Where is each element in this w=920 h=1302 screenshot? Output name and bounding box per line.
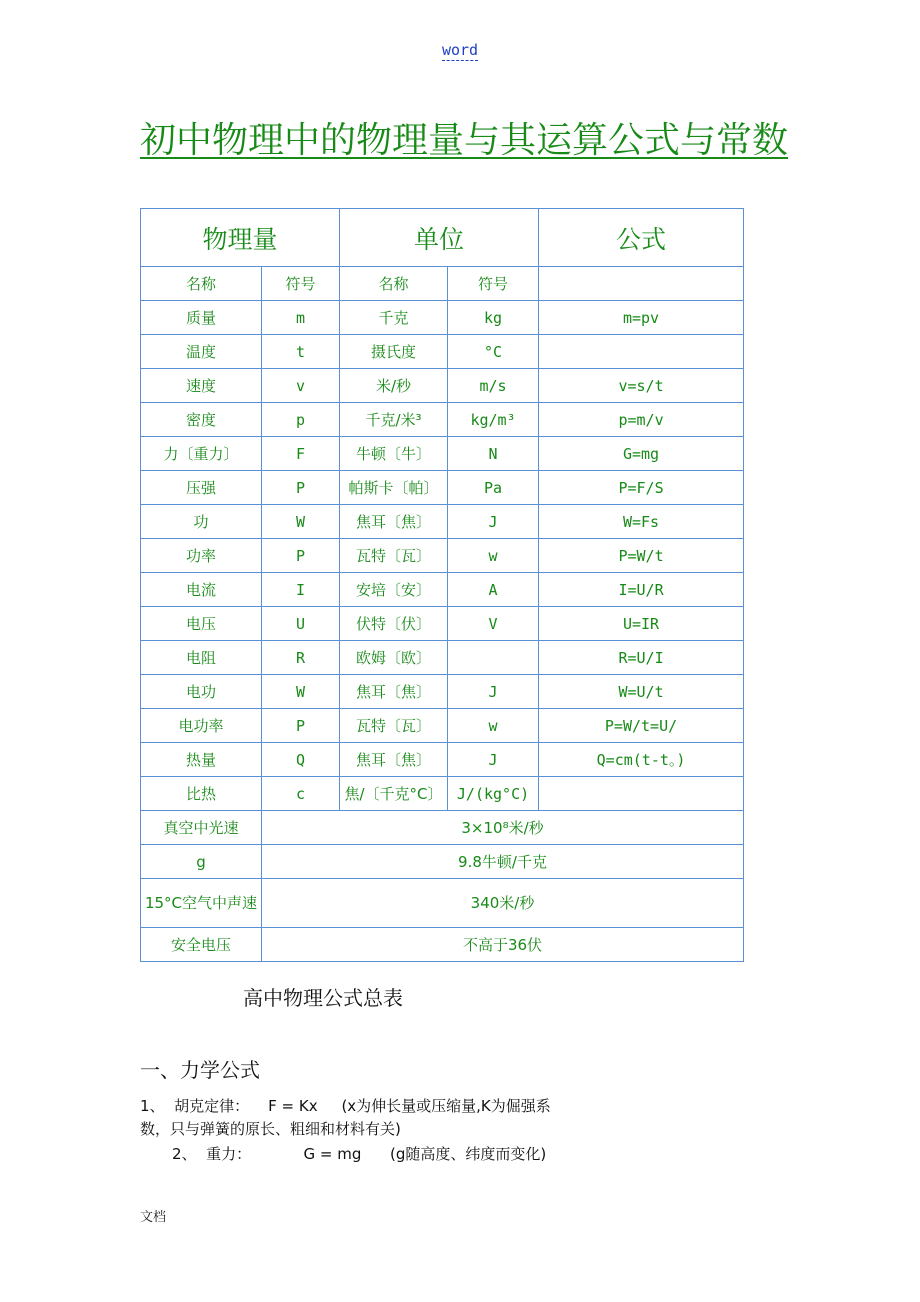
formula-cell	[539, 335, 744, 369]
constant-name-cell: g	[141, 845, 262, 879]
quantity-name-cell: 压强	[141, 471, 262, 505]
unit-symbol-cell: J	[448, 743, 539, 777]
table-row	[141, 471, 744, 505]
quantity-symbol-cell: P	[262, 471, 340, 505]
constant-value-cell: 不高于36伏	[262, 928, 744, 962]
subheader-unit-symbol: 符号	[448, 267, 539, 301]
constant-name-cell: 15°C空气中声速	[141, 879, 262, 928]
unit-name-cell: 米/秒	[340, 369, 448, 403]
formula-line-1: 1、 胡克定律： F = Kx (x为伸长量或压缩量,K为倔强系	[140, 1097, 551, 1115]
quantity-symbol-cell: m	[262, 301, 340, 335]
unit-symbol-cell: °C	[448, 335, 539, 369]
table-constants	[141, 811, 744, 962]
quantity-symbol-cell: U	[262, 607, 340, 641]
unit-name-cell: 焦耳〔焦〕	[340, 505, 448, 539]
constant-row	[141, 811, 744, 845]
quantity-symbol-cell: F	[262, 437, 340, 471]
table-row	[141, 743, 744, 777]
formula-line-3: 2、 重力： G = mg (g随高度、纬度而变化)	[172, 1145, 547, 1163]
quantity-name-cell: 温度	[141, 335, 262, 369]
constant-row	[141, 845, 744, 879]
unit-name-cell: 伏特〔伏〕	[340, 607, 448, 641]
quantity-symbol-cell: W	[262, 505, 340, 539]
table-row	[141, 403, 744, 437]
formula-cell: R=U/I	[539, 641, 744, 675]
unit-symbol-cell: kg	[448, 301, 539, 335]
subheader-quantity-name: 名称	[141, 267, 262, 301]
unit-name-cell: 牛顿〔牛〕	[340, 437, 448, 471]
table-row	[141, 641, 744, 675]
constant-value-cell: 9.8牛顿/千克	[262, 845, 744, 879]
formula-cell: Q=cm(t-t。)	[539, 743, 744, 777]
section-heading-mechanics: 一、力学公式	[140, 1058, 260, 1082]
quantity-symbol-cell: I	[262, 573, 340, 607]
formula-cell: m=pv	[539, 301, 744, 335]
table-row	[141, 539, 744, 573]
table-row	[141, 675, 744, 709]
quantity-symbol-cell: p	[262, 403, 340, 437]
unit-name-cell: 欧姆〔欧〕	[340, 641, 448, 675]
unit-symbol-cell: kg/m³	[448, 403, 539, 437]
unit-name-cell: 摄氏度	[340, 335, 448, 369]
unit-name-cell: 焦/〔千克°C〕	[340, 777, 448, 811]
group-header-quantity: 物理量	[141, 209, 340, 267]
quantity-name-cell: 速度	[141, 369, 262, 403]
quantity-symbol-cell: c	[262, 777, 340, 811]
unit-symbol-cell: J	[448, 675, 539, 709]
unit-name-cell: 焦耳〔焦〕	[340, 743, 448, 777]
table-row	[141, 777, 744, 811]
formula-cell: p=m/v	[539, 403, 744, 437]
constant-row	[141, 928, 744, 962]
unit-symbol-cell: J	[448, 505, 539, 539]
subheader-quantity-symbol: 符号	[262, 267, 340, 301]
quantity-name-cell: 功	[141, 505, 262, 539]
quantity-symbol-cell: Q	[262, 743, 340, 777]
quantity-symbol-cell: P	[262, 539, 340, 573]
formula-cell: I=U/R	[539, 573, 744, 607]
table-row	[141, 369, 744, 403]
subheader-unit-name: 名称	[340, 267, 448, 301]
physics-quantity-table	[140, 208, 744, 962]
unit-symbol-cell	[448, 641, 539, 675]
unit-symbol-cell: J/(kg°C)	[448, 777, 539, 811]
formula-cell: v=s/t	[539, 369, 744, 403]
constant-value-cell: 3×10⁸米/秒	[262, 811, 744, 845]
unit-name-cell: 帕斯卡〔帕〕	[340, 471, 448, 505]
group-header-formula: 公式	[539, 209, 744, 267]
quantity-symbol-cell: W	[262, 675, 340, 709]
quantity-name-cell: 力〔重力〕	[141, 437, 262, 471]
quantity-symbol-cell: R	[262, 641, 340, 675]
table-row	[141, 301, 744, 335]
quantity-name-cell: 电压	[141, 607, 262, 641]
unit-name-cell: 焦耳〔焦〕	[340, 675, 448, 709]
quantity-name-cell: 比热	[141, 777, 262, 811]
formula-cell: P=F/S	[539, 471, 744, 505]
unit-symbol-cell: N	[448, 437, 539, 471]
quantity-name-cell: 质量	[141, 301, 262, 335]
formula-cell: G=mg	[539, 437, 744, 471]
constant-name-cell: 安全电压	[141, 928, 262, 962]
quantity-name-cell: 热量	[141, 743, 262, 777]
table-row	[141, 505, 744, 539]
formula-cell: W=Fs	[539, 505, 744, 539]
quantity-name-cell: 电流	[141, 573, 262, 607]
quantity-symbol-cell: v	[262, 369, 340, 403]
table-row	[141, 335, 744, 369]
unit-symbol-cell: A	[448, 573, 539, 607]
unit-name-cell: 千克	[340, 301, 448, 335]
group-header-unit: 单位	[340, 209, 539, 267]
quantity-name-cell: 功率	[141, 539, 262, 573]
table-row	[141, 709, 744, 743]
unit-symbol-cell: m/s	[448, 369, 539, 403]
subheader-formula-empty	[539, 267, 744, 301]
quantity-name-cell: 电功率	[141, 709, 262, 743]
page-title: 初中物理中的物理量与其运算公式与常数	[140, 120, 789, 161]
formula-cell	[539, 777, 744, 811]
unit-symbol-cell: w	[448, 539, 539, 573]
table-row	[141, 573, 744, 607]
constant-value-cell: 340米/秒	[262, 879, 744, 928]
section-subtitle: 高中物理公式总表	[243, 986, 403, 1010]
formula-cell: W=U/t	[539, 675, 744, 709]
constant-name-cell: 真空中光速	[141, 811, 262, 845]
table-rows	[141, 301, 744, 811]
unit-symbol-cell: Pa	[448, 471, 539, 505]
constant-row	[141, 879, 744, 928]
quantity-name-cell: 电阻	[141, 641, 262, 675]
quantity-name-cell: 密度	[141, 403, 262, 437]
table-row	[141, 437, 744, 471]
unit-name-cell: 瓦特〔瓦〕	[340, 539, 448, 573]
quantity-name-cell: 电功	[141, 675, 262, 709]
unit-name-cell: 千克/米³	[340, 403, 448, 437]
quantity-symbol-cell: P	[262, 709, 340, 743]
formula-cell: P=W/t	[539, 539, 744, 573]
quantity-symbol-cell: t	[262, 335, 340, 369]
unit-name-cell: 瓦特〔瓦〕	[340, 709, 448, 743]
formula-cell: U=IR	[539, 607, 744, 641]
table-row	[141, 607, 744, 641]
page-footer: 文档	[140, 1210, 167, 1225]
unit-name-cell: 安培〔安〕	[340, 573, 448, 607]
header-word-link[interactable]: word	[441, 41, 479, 59]
formula-line-2: 数，只与弹簧的原长、粗细和材料有关)	[140, 1120, 401, 1138]
formula-cell: P=W/t=U/	[539, 709, 744, 743]
unit-symbol-cell: V	[448, 607, 539, 641]
unit-symbol-cell: w	[448, 709, 539, 743]
